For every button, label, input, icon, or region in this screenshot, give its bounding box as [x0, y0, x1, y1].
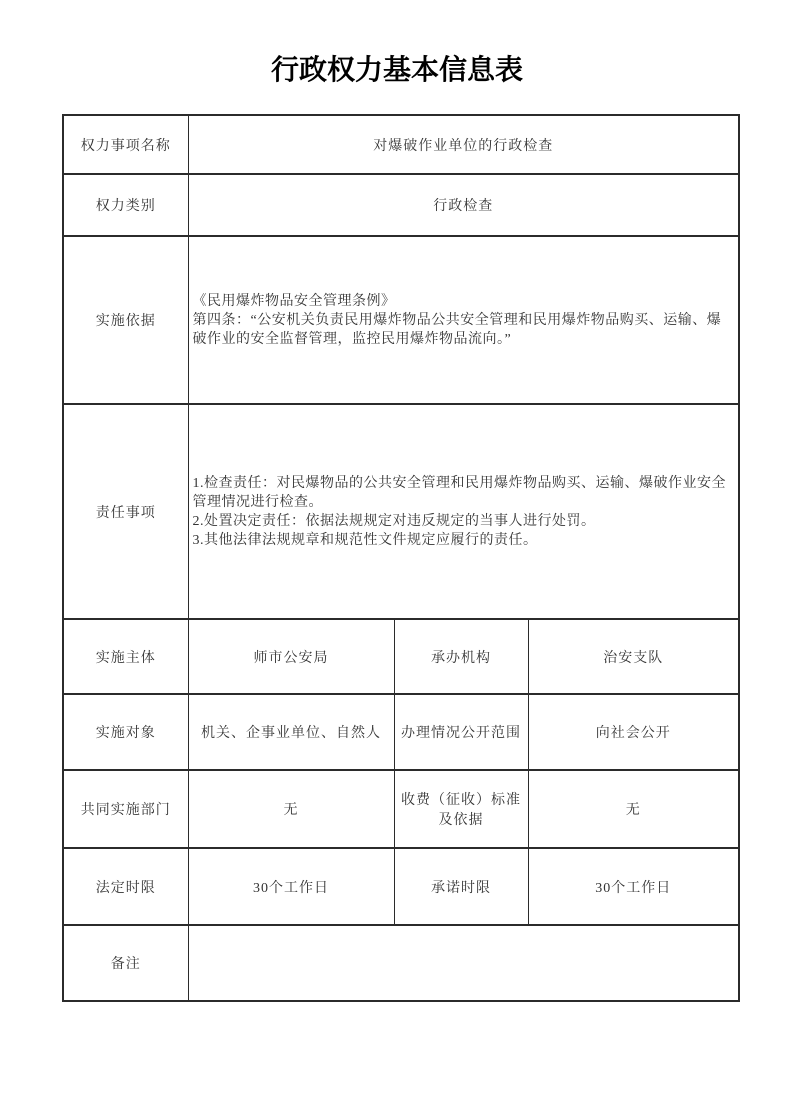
- page-title: 行政权力基本信息表: [270, 55, 523, 86]
- responsibility-paragraph: 3.其他法律法规规章和规范性文件规定应履行的责任。: [192, 532, 538, 548]
- row-value-multiline: [188, 236, 739, 404]
- responsibility-paragraph: 2.处置决定责任：依据法规规定对违反规定的当事人进行处罚。: [192, 513, 596, 529]
- row-label: 实施主体: [63, 619, 188, 694]
- row-value: 30个工作日: [188, 848, 394, 925]
- row-power-category: [63, 174, 739, 236]
- row-label: 实施对象: [63, 694, 188, 770]
- row-statutory-time-limit: [63, 848, 739, 925]
- row-label: 权力事项名称: [63, 115, 188, 174]
- row-value: 行政检查: [188, 174, 739, 236]
- basis-paragraph: 《民用爆炸物品安全管理条例》: [192, 293, 396, 309]
- row-label: 共同实施部门: [63, 770, 188, 848]
- row-label: 实施依据: [63, 236, 188, 404]
- row-joint-implementation-department: [63, 770, 739, 848]
- row-responsibility-items: [63, 404, 739, 619]
- row-implementation-target: [63, 694, 739, 770]
- row-value-multiline: [188, 404, 739, 619]
- row-value-secondary: 30个工作日: [528, 848, 739, 925]
- row-label: 备注: [63, 925, 188, 1001]
- row-value: 无: [188, 770, 394, 848]
- row-label-secondary: 收费（征收）标准及依据: [394, 770, 528, 848]
- row-label: 责任事项: [63, 404, 188, 619]
- row-label-secondary: 承办机构: [394, 619, 528, 694]
- row-remarks: [63, 925, 739, 1001]
- row-value: 师市公安局: [188, 619, 394, 694]
- row-value: [188, 925, 739, 1001]
- row-value: 机关、企事业单位、自然人: [188, 694, 394, 770]
- responsibility-paragraph: 1.检查责任：对民爆物品的公共安全管理和民用爆炸物品购买、运输、爆破作业安全管理情况进行检查。: [192, 475, 726, 510]
- row-label-secondary: 办理情况公开范围: [394, 694, 528, 770]
- row-label: 权力类别: [63, 174, 188, 236]
- row-power-item-name: [63, 115, 739, 174]
- row-value-secondary: 无: [528, 770, 739, 848]
- basis-paragraph: 第四条：“公安机关负责民用爆炸物品公共安全管理和民用爆炸物品购买、运输、爆破作业的安全监督管理，监控民用爆炸物品流向。”: [192, 312, 722, 347]
- row-value-secondary: 向社会公开: [528, 694, 739, 770]
- row-value-secondary: 治安支队: [528, 619, 739, 694]
- row-label-secondary: 承诺时限: [394, 848, 528, 925]
- row-implementation-basis: [63, 236, 739, 404]
- info-table: [62, 114, 740, 1002]
- row-label: 法定时限: [63, 848, 188, 925]
- row-implementing-body: [63, 619, 739, 694]
- row-value: 对爆破作业单位的行政检查: [188, 115, 739, 174]
